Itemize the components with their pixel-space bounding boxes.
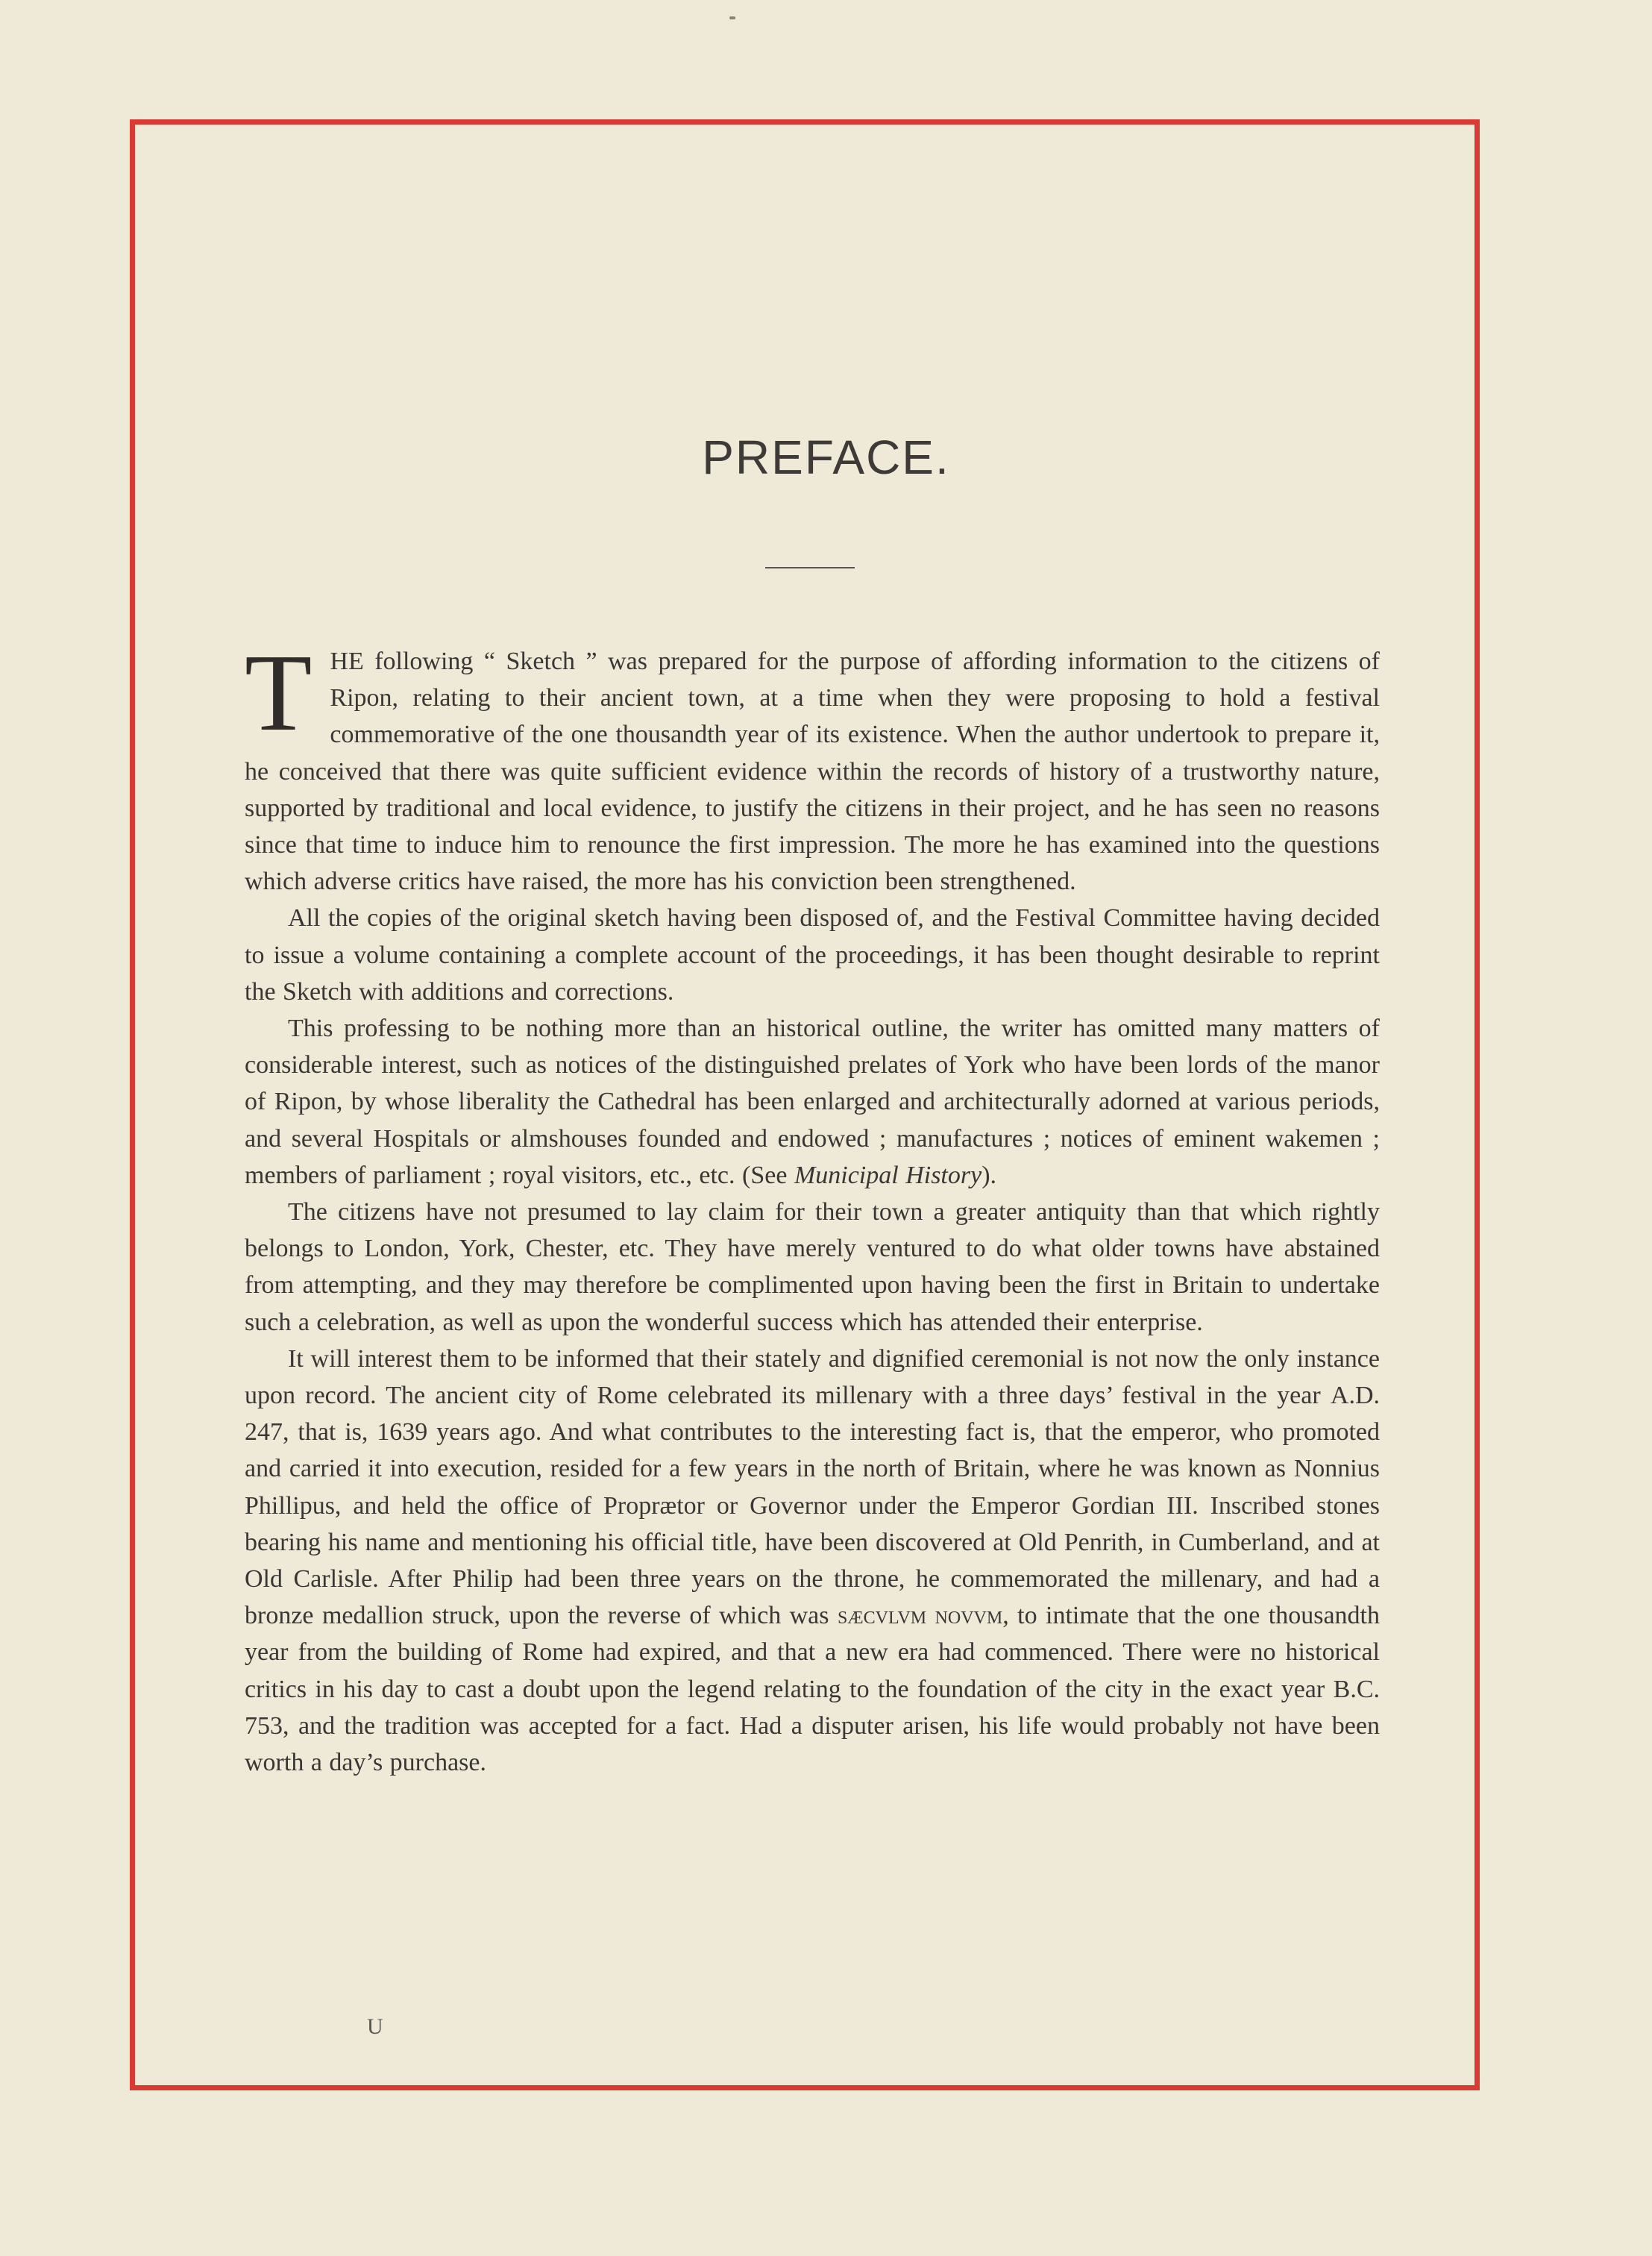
title-divider	[765, 567, 855, 568]
paragraph-3	[245, 1010, 1380, 1194]
paragraph-text: ).	[982, 1161, 997, 1189]
paragraph-text: The citizens have not presumed to lay claim for their town a greater antiquity than that which rightly belongs to London, York, Chester, etc. They have merely ventured to do what older towns have abstained from attempting, and they may therefore be complimented upon having been the first in Britain to undertake such a celebration, as well as upon the wonderful success which has attended their enterprise.	[245, 1198, 1380, 1336]
paragraph-4	[245, 1194, 1380, 1341]
page-title: PREFACE.	[702, 430, 950, 484]
paragraph-text: HE following “ Sketch ” was prepared for the purpose of affording information to the citizens of Ripon, relating to their ancient town, at a time when they were proposing to hold a festival commemorative of the one thousandth year of its existence. When the author undertook to prepare it, he conceived that there was quite sufficient evidence within the records of history of a trustworthy nature, supported by traditional and local evidence, to justify the citizens in their project, and he has seen no reasons since that time to induce him to renounce the first impression. The more he has examined into the questions which adverse critics have raised, the more has his conviction been strengthened.	[245, 648, 1380, 896]
page-mark	[729, 16, 735, 19]
municipal-history-reference: Municipal History	[794, 1161, 982, 1189]
paragraph-text: This professing to be nothing more than an historical outline, the writer has omitted many matters of considerable interest, such as notices of the distinguished prelates of York who have been lords of the manor of Ripon, by whose liberality the Cathedral has been enlarged and architecturally adorned at various periods, and several Hospitals or almshouses founded and endowed ; manufactures ; notices of eminent wakemen ; members of parliament ; royal visitors, etc., etc. (See	[245, 1015, 1380, 1189]
paragraph-5	[245, 1341, 1380, 1781]
paragraph-text: 247, that is, 1639 years ago. And what contributes to the interesting fact is, that the emperor, who promoted and carried it into execution, resided for a few years in the north of Britain, where he was known as Nonnius Phillipus, and held the office of Proprætor or Governor under the Emperor Gordian III. Inscribed stones bearing his name and mentioning his official title, have been discovered at Old Penrith, in Cumberland, and at Old Carlisle. After Philip had been three years on the throne, he commemorated the millenary, and had a bronze medallion struck, upon the reverse of which was	[245, 1418, 1380, 1630]
paragraph-text: 753, and the tradition was accepted for a fact. Had a disputer arisen, his life would probably not have been worth a day’s purchase.	[245, 1711, 1380, 1777]
paragraph-text: It will interest them to be informed that their stately and dignified ceremonial is not now the only instance upon record. The ancient city of Rome celebrated its millenary with a three days’ festival in the year	[245, 1344, 1380, 1410]
drop-cap: T	[245, 632, 313, 754]
paragraph-text: All the copies of the original sketch having been disposed of, and the Festival Committee having decided to issue a volume containing a complete account of the proceedings, it has been thought desirable to reprint the Sketch with additions and corrections.	[245, 904, 1380, 1006]
paragraph-1	[245, 632, 1380, 900]
preface-body	[245, 632, 1381, 1781]
era-abbreviation-bc: B.C.	[1333, 1675, 1380, 1703]
medallion-inscription: sæcvlvm novvm	[837, 1602, 1003, 1630]
era-abbreviation-ad: A.D.	[1330, 1382, 1380, 1410]
signature-mark: U	[367, 2014, 383, 2039]
paragraph-text: , to intimate that the one thousandth year from the building of Rome had expired, and that a new era had commenced. There were no historical critics in his day to cast a doubt upon the legend relating to the foundation of the city in the exact year	[245, 1602, 1381, 1703]
paragraph-2	[245, 900, 1380, 1010]
